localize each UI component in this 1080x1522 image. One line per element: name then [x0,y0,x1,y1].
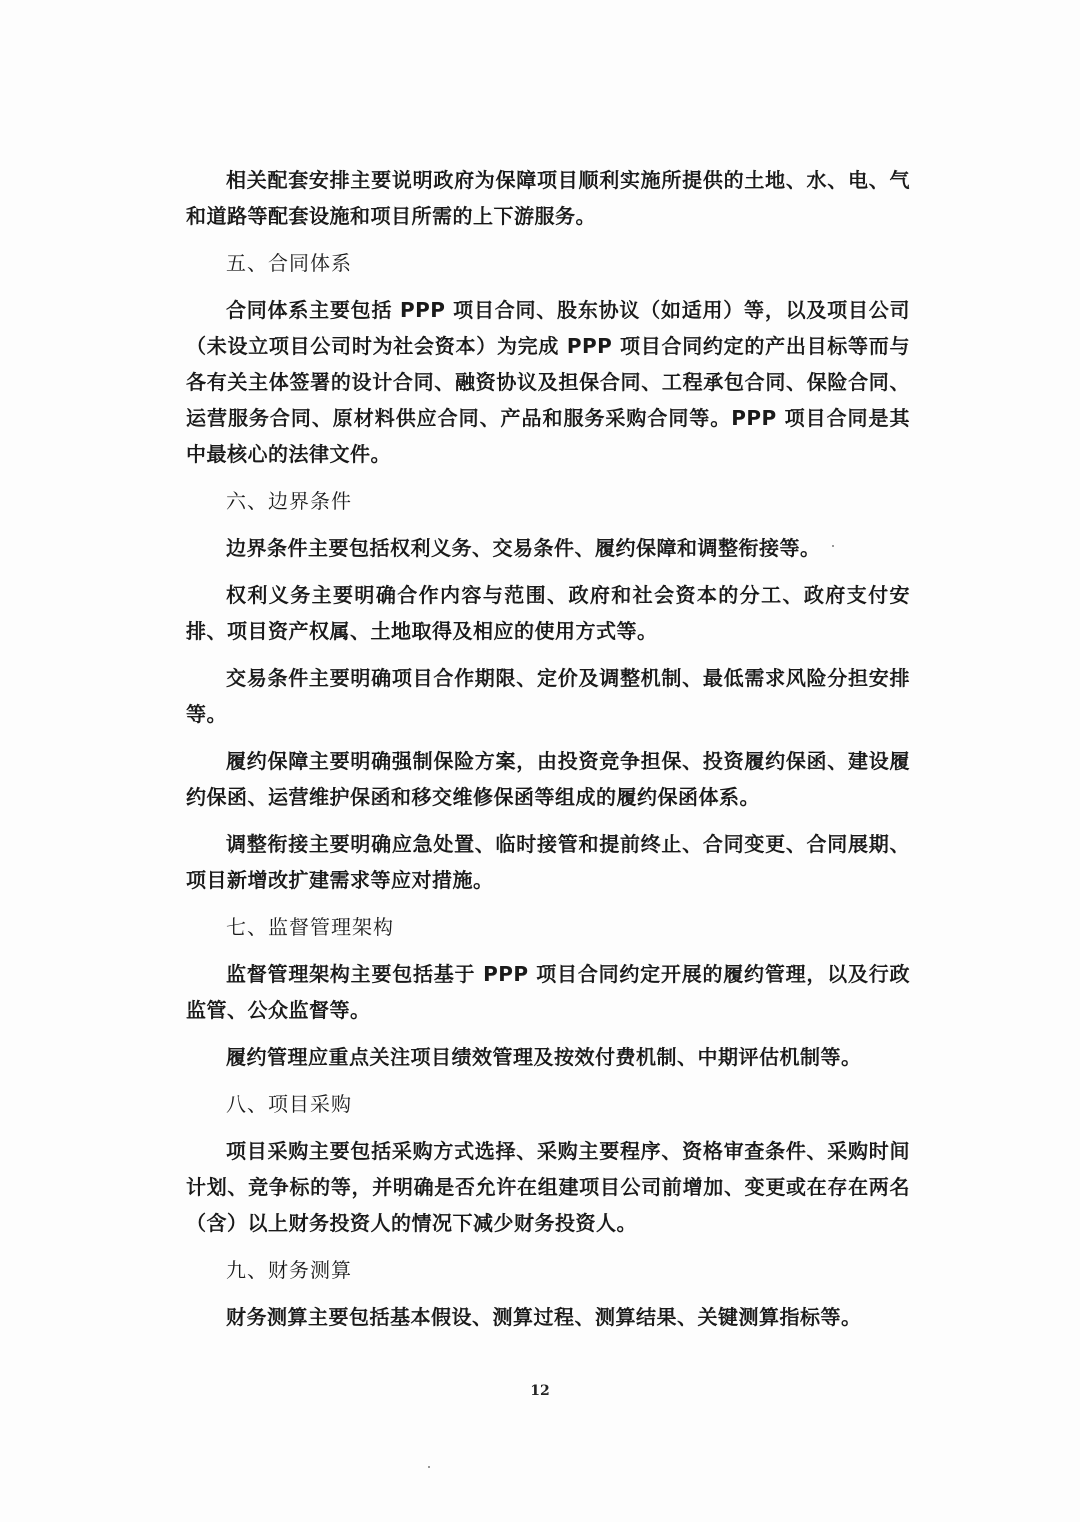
document-body [186,162,910,1335]
paragraph-adjustment-connection: 调整衔接主要明确应急处置、临时接管和提前终止、合同变更、合同展期、项目新增改扩建需求等应对措施。 [186,832,910,892]
heading-project-procurement: 八、项目采购 [226,1092,352,1116]
paragraph-performance-guarantee: 履约保障主要明确强制保险方案，由投资竞争担保、投资履约保函、建设履约保函、运营维护保函和移交维修保函等组成的履约保函体系。 [186,749,910,809]
paragraph-contract-system: 合同体系主要包括 PPP 项目合同、股东协议（如适用）等，以及项目公司（未设立项目公司时为社会资本）为完成 PPP 项目合同约定的产出目标等而与各有关主体签署的设计合同、融资协议及担保合同、工程承包合同、保险合同、运营服务合同、原材料供应合同、产品和服务采购合同等。PPP 项目合同是其中最核心的法律文件。 [186,298,910,466]
paragraph-rights-obligations: 权利义务主要明确合作内容与范围、政府和社会资本的分工、政府支付安排、项目资产权属、土地取得及相应的使用方式等。 [186,583,910,643]
heading-supervision-structure: 七、监督管理架构 [226,915,394,939]
paragraph-transaction-conditions: 交易条件主要明确项目合作期限、定价及调整机制、最低需求风险分担安排等。 [186,666,910,726]
heading-boundary-conditions: 六、边界条件 [226,489,352,513]
heading-financial-calculation: 九、财务测算 [226,1258,352,1282]
scan-speck [832,545,834,547]
paragraph-boundary-conditions: 边界条件主要包括权利义务、交易条件、履约保障和调整衔接等。 [226,536,821,560]
heading-contract-system: 五、合同体系 [226,251,352,275]
paragraph-performance-management: 履约管理应重点关注项目绩效管理及按效付费机制、中期评估机制等。 [226,1045,862,1069]
paragraph-supporting-arrangements: 相关配套安排主要说明政府为保障项目顺利实施所提供的土地、水、电、气和道路等配套设施和项目所需的上下游服务。 [186,168,910,228]
paragraph-supervision-structure: 监督管理架构主要包括基于 PPP 项目合同约定开展的履约管理，以及行政监管、公众监督等。 [186,962,910,1022]
paragraph-project-procurement: 项目采购主要包括采购方式选择、采购主要程序、资格审查条件、采购时间计划、竞争标的等，并明确是否允许在组建项目公司前增加、变更或在存在两名（含）以上财务投资人的情况下减少财务投资人。 [186,1139,910,1235]
page-number: 12 [530,1383,550,1399]
paragraph-financial-calculation: 财务测算主要包括基本假设、测算过程、测算结果、关键测算指标等。 [226,1305,862,1329]
scan-speck [428,1466,430,1468]
